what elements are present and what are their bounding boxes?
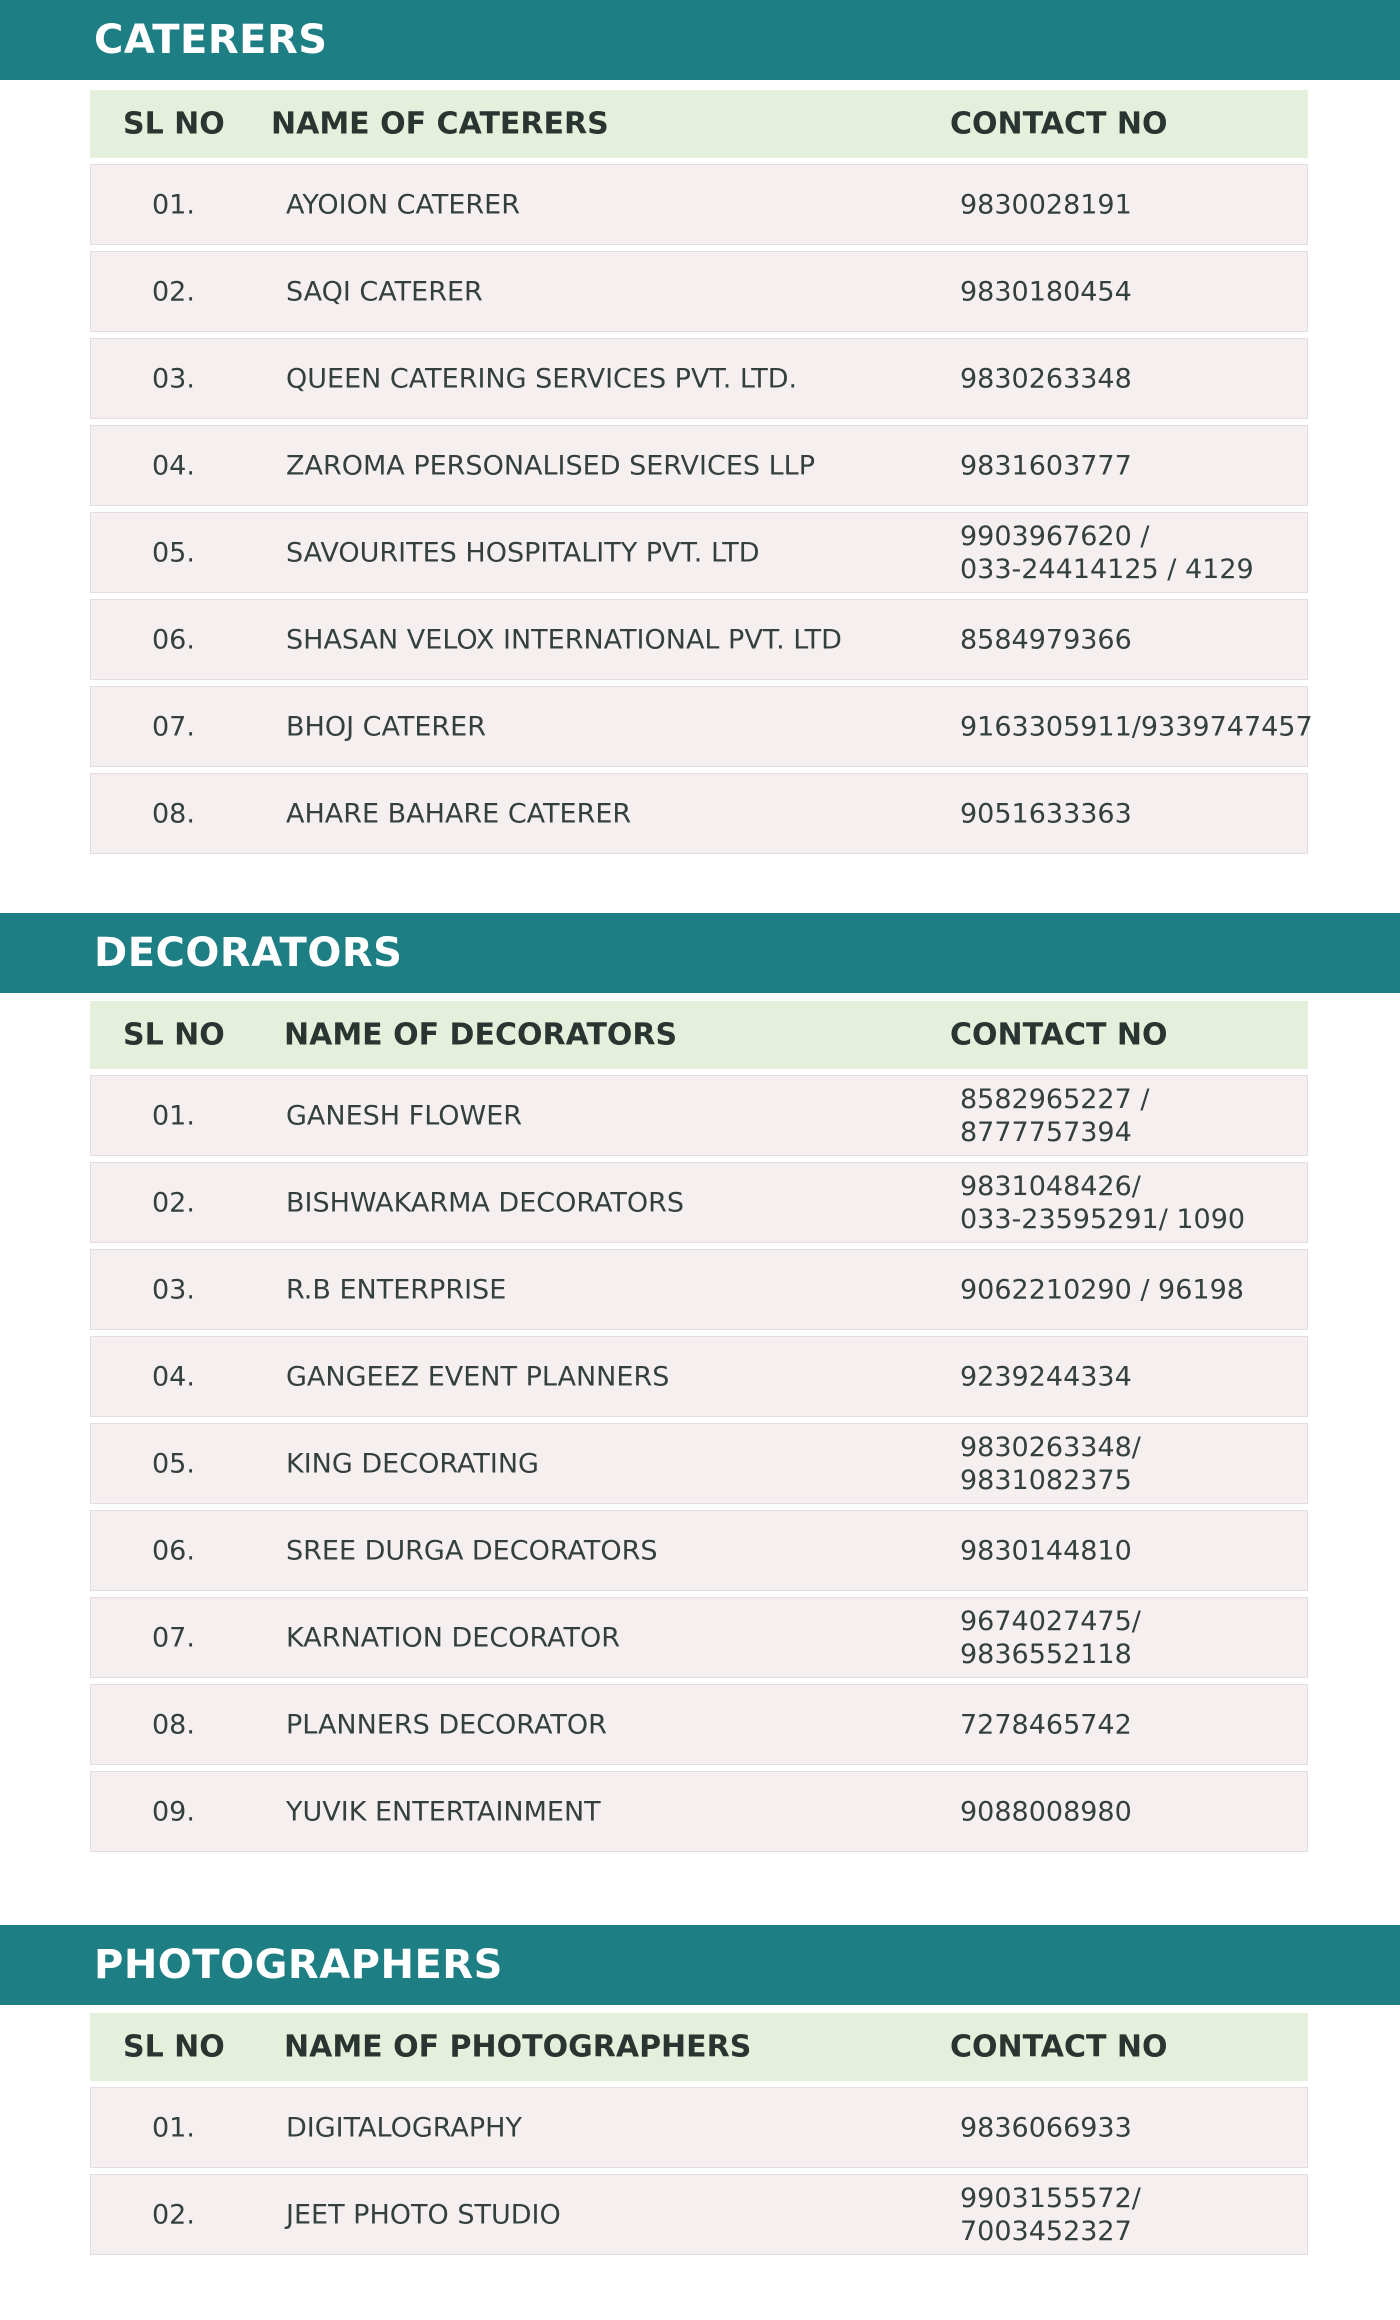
sl-no-cell: 02. — [152, 2199, 195, 2230]
name-cell: SHASAN VELOX INTERNATIONAL PVT. LTD — [286, 624, 842, 655]
table-row — [90, 1684, 1308, 1765]
photographers-table-header — [90, 2013, 1308, 2081]
contact-cell: 9830028191 — [960, 189, 1132, 220]
caterers-title: CATERERS — [0, 0, 1400, 80]
contact-cell: 9830263348 — [960, 363, 1132, 394]
contact-cell: 9062210290 / 96198 — [960, 1274, 1244, 1305]
contact-cell: 9831603777 — [960, 450, 1132, 481]
caterers-table-body — [90, 164, 1313, 854]
name-cell: SREE DURGA DECORATORS — [286, 1535, 658, 1566]
sl-no-cell: 02. — [152, 1187, 195, 1218]
contact-cell: 9239244334 — [960, 1361, 1132, 1392]
table-row — [90, 599, 1308, 680]
sl-no-cell: 02. — [152, 276, 195, 307]
contact-cell: 9830263348/ 9831082375 — [960, 1431, 1141, 1496]
contact-cell: 8582965227 / 8777757394 — [960, 1083, 1150, 1148]
name-cell: AYOION CATERER — [286, 189, 520, 220]
header-name: NAME OF PHOTOGRAPHERS — [284, 2029, 752, 2065]
table-row — [90, 164, 1308, 245]
name-cell: R.B ENTERPRISE — [286, 1274, 507, 1305]
contact-cell: 9830144810 — [960, 1535, 1132, 1566]
table-row — [90, 1510, 1308, 1591]
header-sl-no: SL NO — [123, 2029, 225, 2065]
sl-no-cell: 07. — [152, 1622, 195, 1653]
name-cell: JEET PHOTO STUDIO — [286, 2199, 561, 2230]
header-contact: CONTACT NO — [950, 106, 1168, 142]
contact-cell: 9163305911/9339747457 — [960, 711, 1313, 742]
contact-cell: 9903967620 / 033-24414125 / 4129 — [960, 520, 1254, 585]
contact-cell: 9088008980 — [960, 1796, 1132, 1827]
name-cell: YUVIK ENTERTAINMENT — [286, 1796, 601, 1827]
sl-no-cell: 05. — [152, 1448, 195, 1479]
name-cell: KING DECORATING — [286, 1448, 539, 1479]
sl-no-cell: 06. — [152, 624, 195, 655]
table-row — [90, 1162, 1308, 1243]
header-contact: CONTACT NO — [950, 2029, 1168, 2065]
contact-cell: 8584979366 — [960, 624, 1132, 655]
sl-no-cell: 01. — [152, 1100, 195, 1131]
name-cell: AHARE BAHARE CATERER — [286, 798, 632, 829]
table-row — [90, 1336, 1308, 1417]
sl-no-cell: 06. — [152, 1535, 195, 1566]
name-cell: BISHWAKARMA DECORATORS — [286, 1187, 685, 1218]
sl-no-cell: 04. — [152, 1361, 195, 1392]
table-row — [90, 2174, 1308, 2255]
name-cell: SAVOURITES HOSPITALITY PVT. LTD — [286, 537, 760, 568]
sl-no-cell: 03. — [152, 363, 195, 394]
sl-no-cell: 08. — [152, 798, 195, 829]
sl-no-cell: 01. — [152, 2112, 195, 2143]
name-cell: PLANNERS DECORATOR — [286, 1709, 607, 1740]
contact-cell: 9830180454 — [960, 276, 1132, 307]
contact-cell: 9674027475/ 9836552118 — [960, 1605, 1141, 1670]
header-name: NAME OF CATERERS — [271, 106, 609, 142]
header-sl-no: SL NO — [123, 1017, 225, 1053]
contact-cell: 9836066933 — [960, 2112, 1132, 2143]
contact-cell: 7278465742 — [960, 1709, 1132, 1740]
header-contact: CONTACT NO — [950, 1017, 1168, 1053]
name-cell: SAQI CATERER — [286, 276, 483, 307]
table-row — [90, 1249, 1308, 1330]
header-sl-no: SL NO — [123, 106, 225, 142]
sl-no-cell: 03. — [152, 1274, 195, 1305]
table-row — [90, 1075, 1308, 1156]
table-row — [90, 251, 1308, 332]
photographers-table-body — [90, 2087, 1308, 2255]
caterers-table-header — [90, 90, 1308, 158]
table-row — [90, 512, 1308, 593]
header-name: NAME OF DECORATORS — [284, 1017, 678, 1053]
sl-no-cell: 07. — [152, 711, 195, 742]
name-cell: BHOJ CATERER — [286, 711, 486, 742]
sl-no-cell: 01. — [152, 189, 195, 220]
sl-no-cell: 09. — [152, 1796, 195, 1827]
table-row — [90, 1423, 1308, 1504]
name-cell: GANGEEZ EVENT PLANNERS — [286, 1361, 670, 1392]
table-row — [90, 1771, 1308, 1852]
table-row — [90, 686, 1313, 767]
photographers-title: PHOTOGRAPHERS — [0, 1925, 1400, 2005]
table-row — [90, 773, 1308, 854]
sl-no-cell: 04. — [152, 450, 195, 481]
contact-cell: 9831048426/ 033-23595291/ 1090 — [960, 1170, 1246, 1235]
decorators-title: DECORATORS — [0, 913, 1400, 993]
name-cell: ZAROMA PERSONALISED SERVICES LLP — [286, 450, 815, 481]
caterers-section — [0, 0, 1400, 854]
decorators-table-body — [90, 1075, 1308, 1852]
decorators-section — [0, 913, 1400, 1852]
contact-cell: 9051633363 — [960, 798, 1132, 829]
sl-no-cell: 08. — [152, 1709, 195, 1740]
sl-no-cell: 05. — [152, 537, 195, 568]
photographers-section — [0, 1925, 1400, 2255]
table-row — [90, 1597, 1308, 1678]
name-cell: KARNATION DECORATOR — [286, 1622, 621, 1653]
name-cell: DIGITALOGRAPHY — [286, 2112, 522, 2143]
contact-cell: 9903155572/ 7003452327 — [960, 2182, 1141, 2247]
table-row — [90, 425, 1308, 506]
table-row — [90, 2087, 1308, 2168]
name-cell: GANESH FLOWER — [286, 1100, 523, 1131]
table-row — [90, 338, 1308, 419]
decorators-table-header — [90, 1001, 1308, 1069]
name-cell: QUEEN CATERING SERVICES PVT. LTD. — [286, 363, 798, 394]
